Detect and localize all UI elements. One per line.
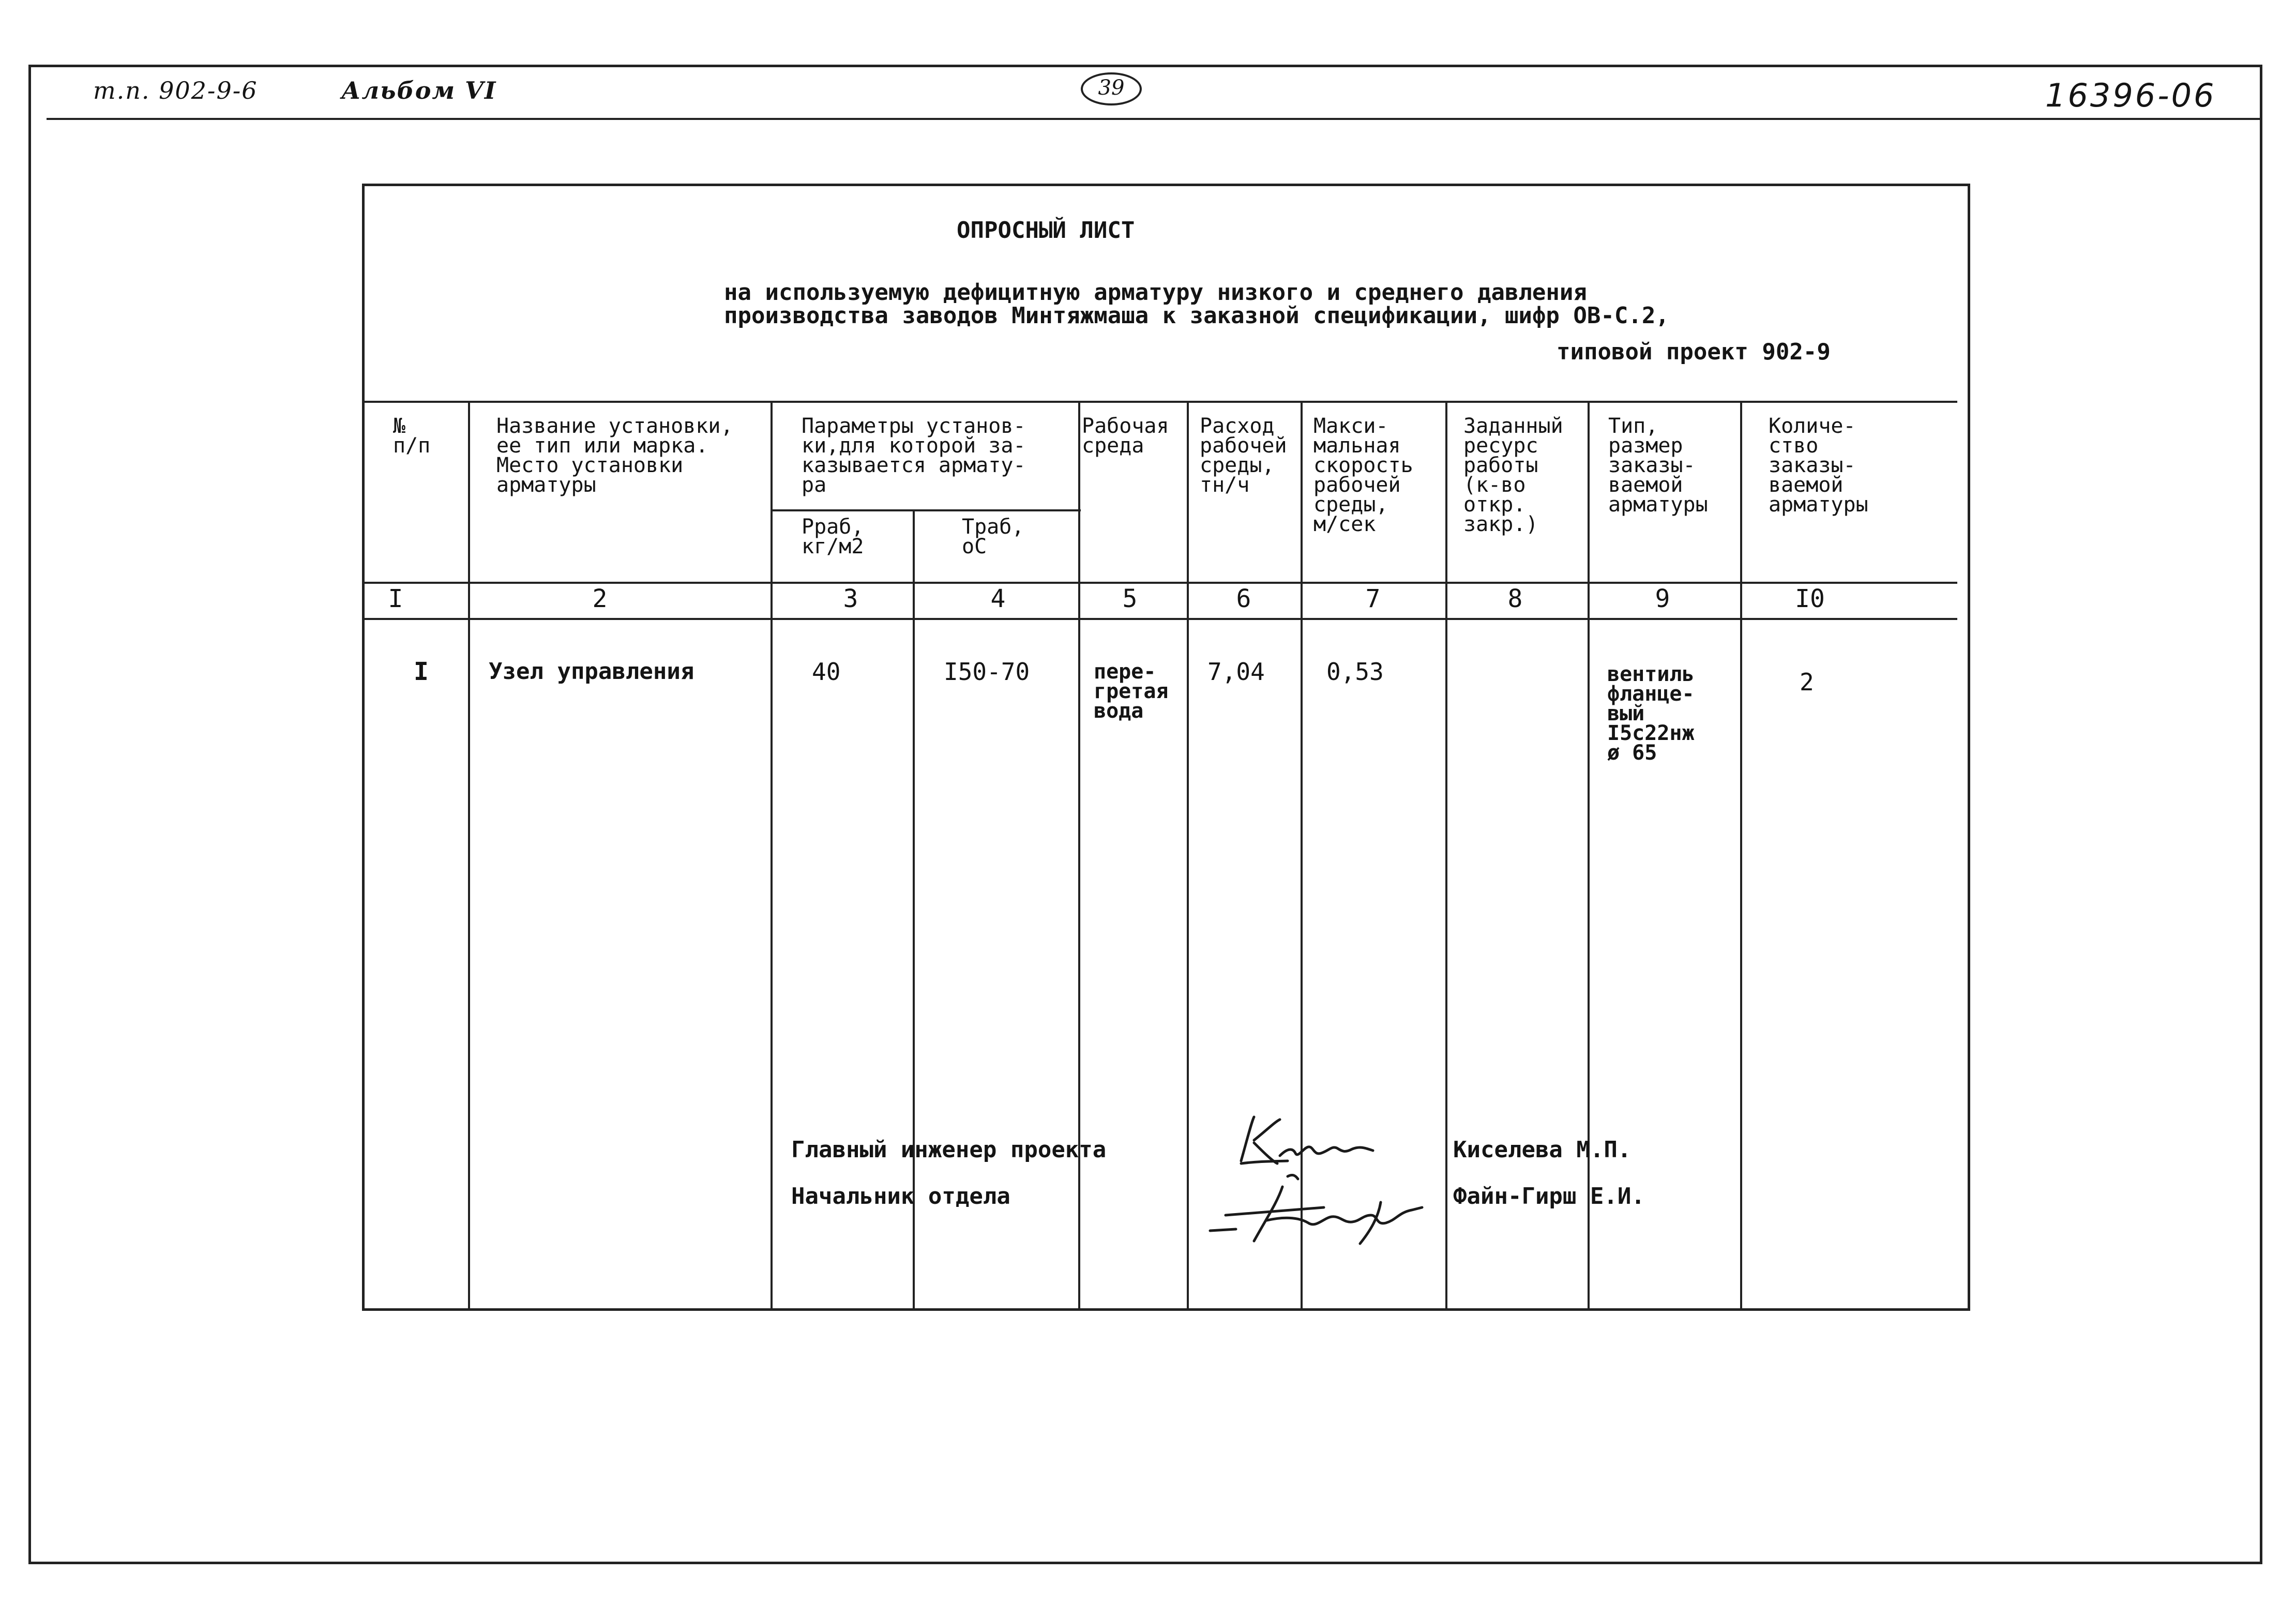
col-divider-4	[1078, 401, 1080, 1308]
column-numbers-bottom-line	[362, 618, 1957, 620]
handwritten-signature-2	[1205, 1166, 1432, 1249]
row-pressure: 40	[812, 658, 841, 686]
column-number: 2	[592, 584, 608, 613]
column-number: 6	[1236, 584, 1251, 613]
document-number: 16396-06	[2045, 77, 2216, 114]
document-title: ОПРОСНЫЙ ЛИСТ	[957, 217, 1135, 244]
column-number: 9	[1655, 584, 1670, 613]
col-divider-9	[1740, 401, 1742, 1308]
row-name: Узел управления	[489, 658, 694, 685]
header-col-5: Рабочая среда	[1082, 414, 1169, 458]
document-subtitle-2: производства заводов Минтяжмаша к заказной спецификации, шифр ОВ-С.2,	[724, 303, 1669, 329]
handwritten-signature-1	[1231, 1112, 1396, 1174]
column-number: 8	[1507, 584, 1523, 613]
project-code: т.п. 902-9-6	[93, 77, 258, 104]
signature-role-department-head: Начальник отдела	[791, 1183, 1010, 1209]
col-divider-1	[468, 401, 470, 1308]
row-speed: 0,53	[1326, 658, 1384, 686]
column-numbers-top-line	[362, 582, 1957, 584]
header-col-8: Заданный ресурс работы (к-во откр. закр.)	[1463, 414, 1563, 536]
column-number: I0	[1795, 584, 1825, 613]
signature-name-department-head: Файн-Гирш Е.И.	[1453, 1183, 1645, 1209]
row-temperature: I50-70	[944, 658, 1030, 686]
col-divider-5	[1187, 401, 1189, 1308]
header-col-9: Тип, размер заказы- ваемой арматуры	[1608, 414, 1708, 517]
header-col-1: № п/п	[393, 414, 431, 458]
document-subtitle-1: на используемую дефицитную арматуру низкого и среднего давления	[724, 279, 1587, 306]
header-col-6: Расход рабочей среды, тн/ч	[1200, 414, 1287, 497]
column-number: I	[388, 584, 403, 613]
column-number: 4	[990, 584, 1006, 613]
header-col-7: Макси- мальная скорость рабочей среды, м/сек	[1313, 414, 1413, 536]
column-number: 7	[1365, 584, 1381, 613]
column-number: 5	[1122, 584, 1138, 613]
document-subtitle-3: типовой проект 902-9	[1557, 339, 1831, 365]
album-label: Альбом VI	[341, 77, 497, 104]
row-medium: пере- гретая вода	[1094, 660, 1169, 723]
page-number: 39	[1081, 72, 1142, 105]
signature-name-chief-engineer: Киселева М.П.	[1453, 1137, 1632, 1163]
col-divider-7	[1445, 401, 1447, 1308]
row-number: I	[414, 657, 429, 686]
col-divider-2	[771, 401, 773, 1308]
column-number: 3	[843, 584, 858, 613]
header-col-10: Количе- ство заказы- ваемой арматуры	[1769, 414, 1868, 517]
params-sub-line	[771, 509, 1081, 511]
header-col-3: Рраб, кг/м2	[802, 515, 864, 558]
table-top-line	[362, 401, 1957, 403]
row-flow: 7,04	[1207, 658, 1265, 686]
header-col-2: Название установки, ее тип или марка. Место установки арматуры	[496, 414, 733, 497]
signature-role-chief-engineer: Главный инженер проекта	[791, 1137, 1107, 1163]
col-divider-8	[1588, 401, 1590, 1308]
row-quantity: 2	[1800, 668, 1814, 696]
header-divider	[47, 118, 2260, 120]
header-col-4: Траб, oС	[962, 515, 1024, 558]
header-col-params: Параметры установ- ки,для которой за- казывается армату- ра	[802, 414, 1026, 497]
row-type: вентиль фланце- вый I5с22нж ø 65	[1607, 662, 1695, 765]
